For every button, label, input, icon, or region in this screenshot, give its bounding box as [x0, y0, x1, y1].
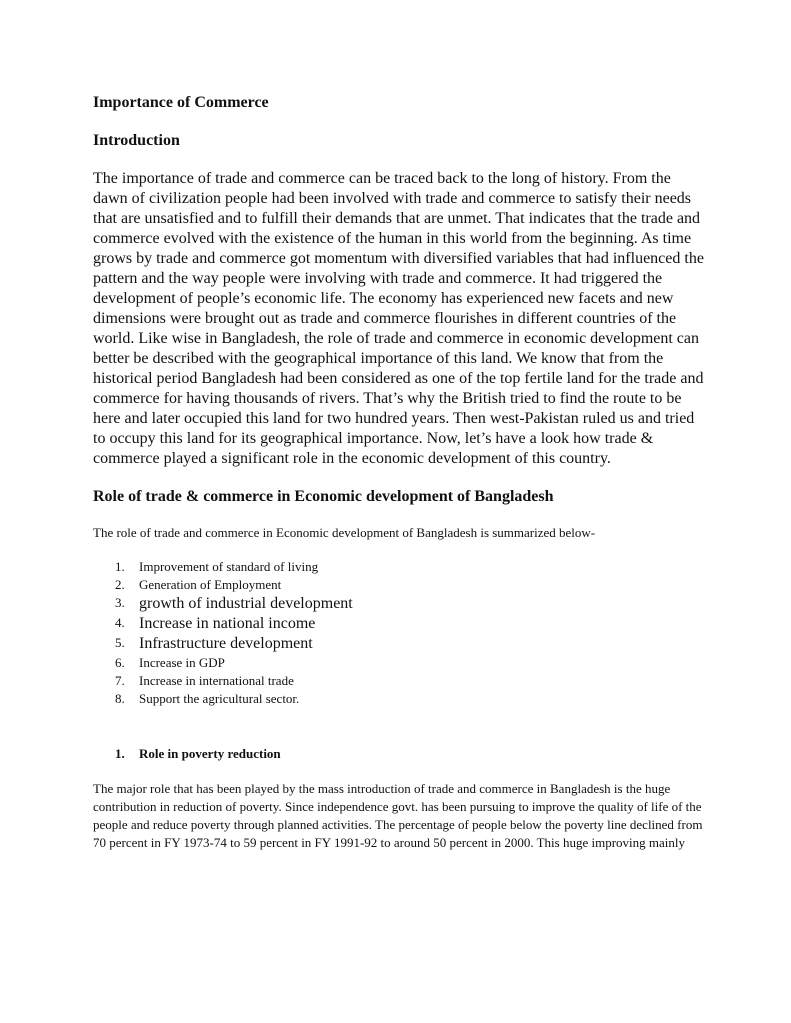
- list-item: [93, 594, 705, 614]
- list-item-number: 3.: [115, 595, 125, 610]
- poverty-heading-text: Role in poverty reduction: [139, 746, 281, 761]
- poverty-paragraph: The major role that has been played by the mass introduction of trade and commerce in Bangladesh is the huge contribution in reduction of poverty. Since independence govt. has been pursuing to improve the quality of life of the people and reduce poverty through planned activities. The percentage of people below the poverty line declined from 70 percent in FY 1973-74 to 59 percent in FY 1991-92 to around 50 percent in 2000. This huge improving mainly: [93, 781, 703, 850]
- list-item: [93, 690, 705, 708]
- role-list: [93, 558, 705, 708]
- list-item-number: 6.: [115, 655, 125, 670]
- list-item-number: 1.: [115, 559, 125, 574]
- list-item: [93, 576, 705, 594]
- list-item-text: Increase in GDP: [139, 655, 225, 670]
- list-item: [93, 654, 705, 672]
- list-item: [93, 672, 705, 690]
- document-page: [93, 93, 705, 852]
- list-item-text: Support the agricultural sector.: [139, 691, 300, 706]
- list-item-number: 4.: [115, 615, 125, 630]
- list-item-text: Improvement of standard of living: [139, 559, 319, 574]
- list-item: [93, 614, 705, 634]
- list-item-number: 2.: [115, 577, 125, 592]
- list-item: [93, 558, 705, 576]
- list-item-text: growth of industrial development: [139, 595, 353, 612]
- list-item-text: Generation of Employment: [139, 577, 282, 592]
- document-title: Importance of Commerce: [93, 94, 269, 111]
- list-item-number: 5.: [115, 635, 125, 650]
- list-item: [93, 634, 705, 654]
- intro-heading: Introduction: [93, 132, 180, 149]
- list-item-text: Increase in national income: [139, 615, 316, 632]
- poverty-heading: [93, 745, 705, 763]
- role-heading: Role of trade & commerce in Economic development of Bangladesh: [93, 488, 554, 505]
- role-summary: The role of trade and commerce in Economic development of Bangladesh is summarized below-: [93, 525, 596, 540]
- list-item-number: 8.: [115, 691, 125, 706]
- list-item-number: 7.: [115, 673, 125, 688]
- poverty-heading-number: 1.: [115, 746, 125, 761]
- intro-paragraph: The importance of trade and commerce can be traced back to the long of history. From the dawn of civilization people had been involved with trade and commerce to satisfy their needs that are unsatisfied and to fulfill their demands that are unmet. That indicates that the trade and commerce evolved with the existence of the human in this world from the beginning. As time grows by trade and commerce got momentum with diversified variables that had influenced the pattern and the way people were involving with trade and commerce. It had triggered the development of people’s economic life. The economy has experienced new facets and new dimensions were brought out as trade and commerce flourishes in different countries of the world. Like wise in Bangladesh, the role of trade and commerce in economic development can better be described with the geographical importance of this land. We know that from the historical period Bangladesh had been considered as one of the top fertile land for the trade and commerce for having thousands of rivers. That’s why the British tried to find the route to be here and later occupied this land for two hundred years. Then west-Pakistan ruled us and tried to occupy this land for its geographical importance. Now, let’s have a look how trade & commerce played a significant role in the economic development of this country.: [93, 170, 704, 467]
- list-item-text: Increase in international trade: [139, 673, 294, 688]
- list-item-text: Infrastructure development: [139, 635, 313, 652]
